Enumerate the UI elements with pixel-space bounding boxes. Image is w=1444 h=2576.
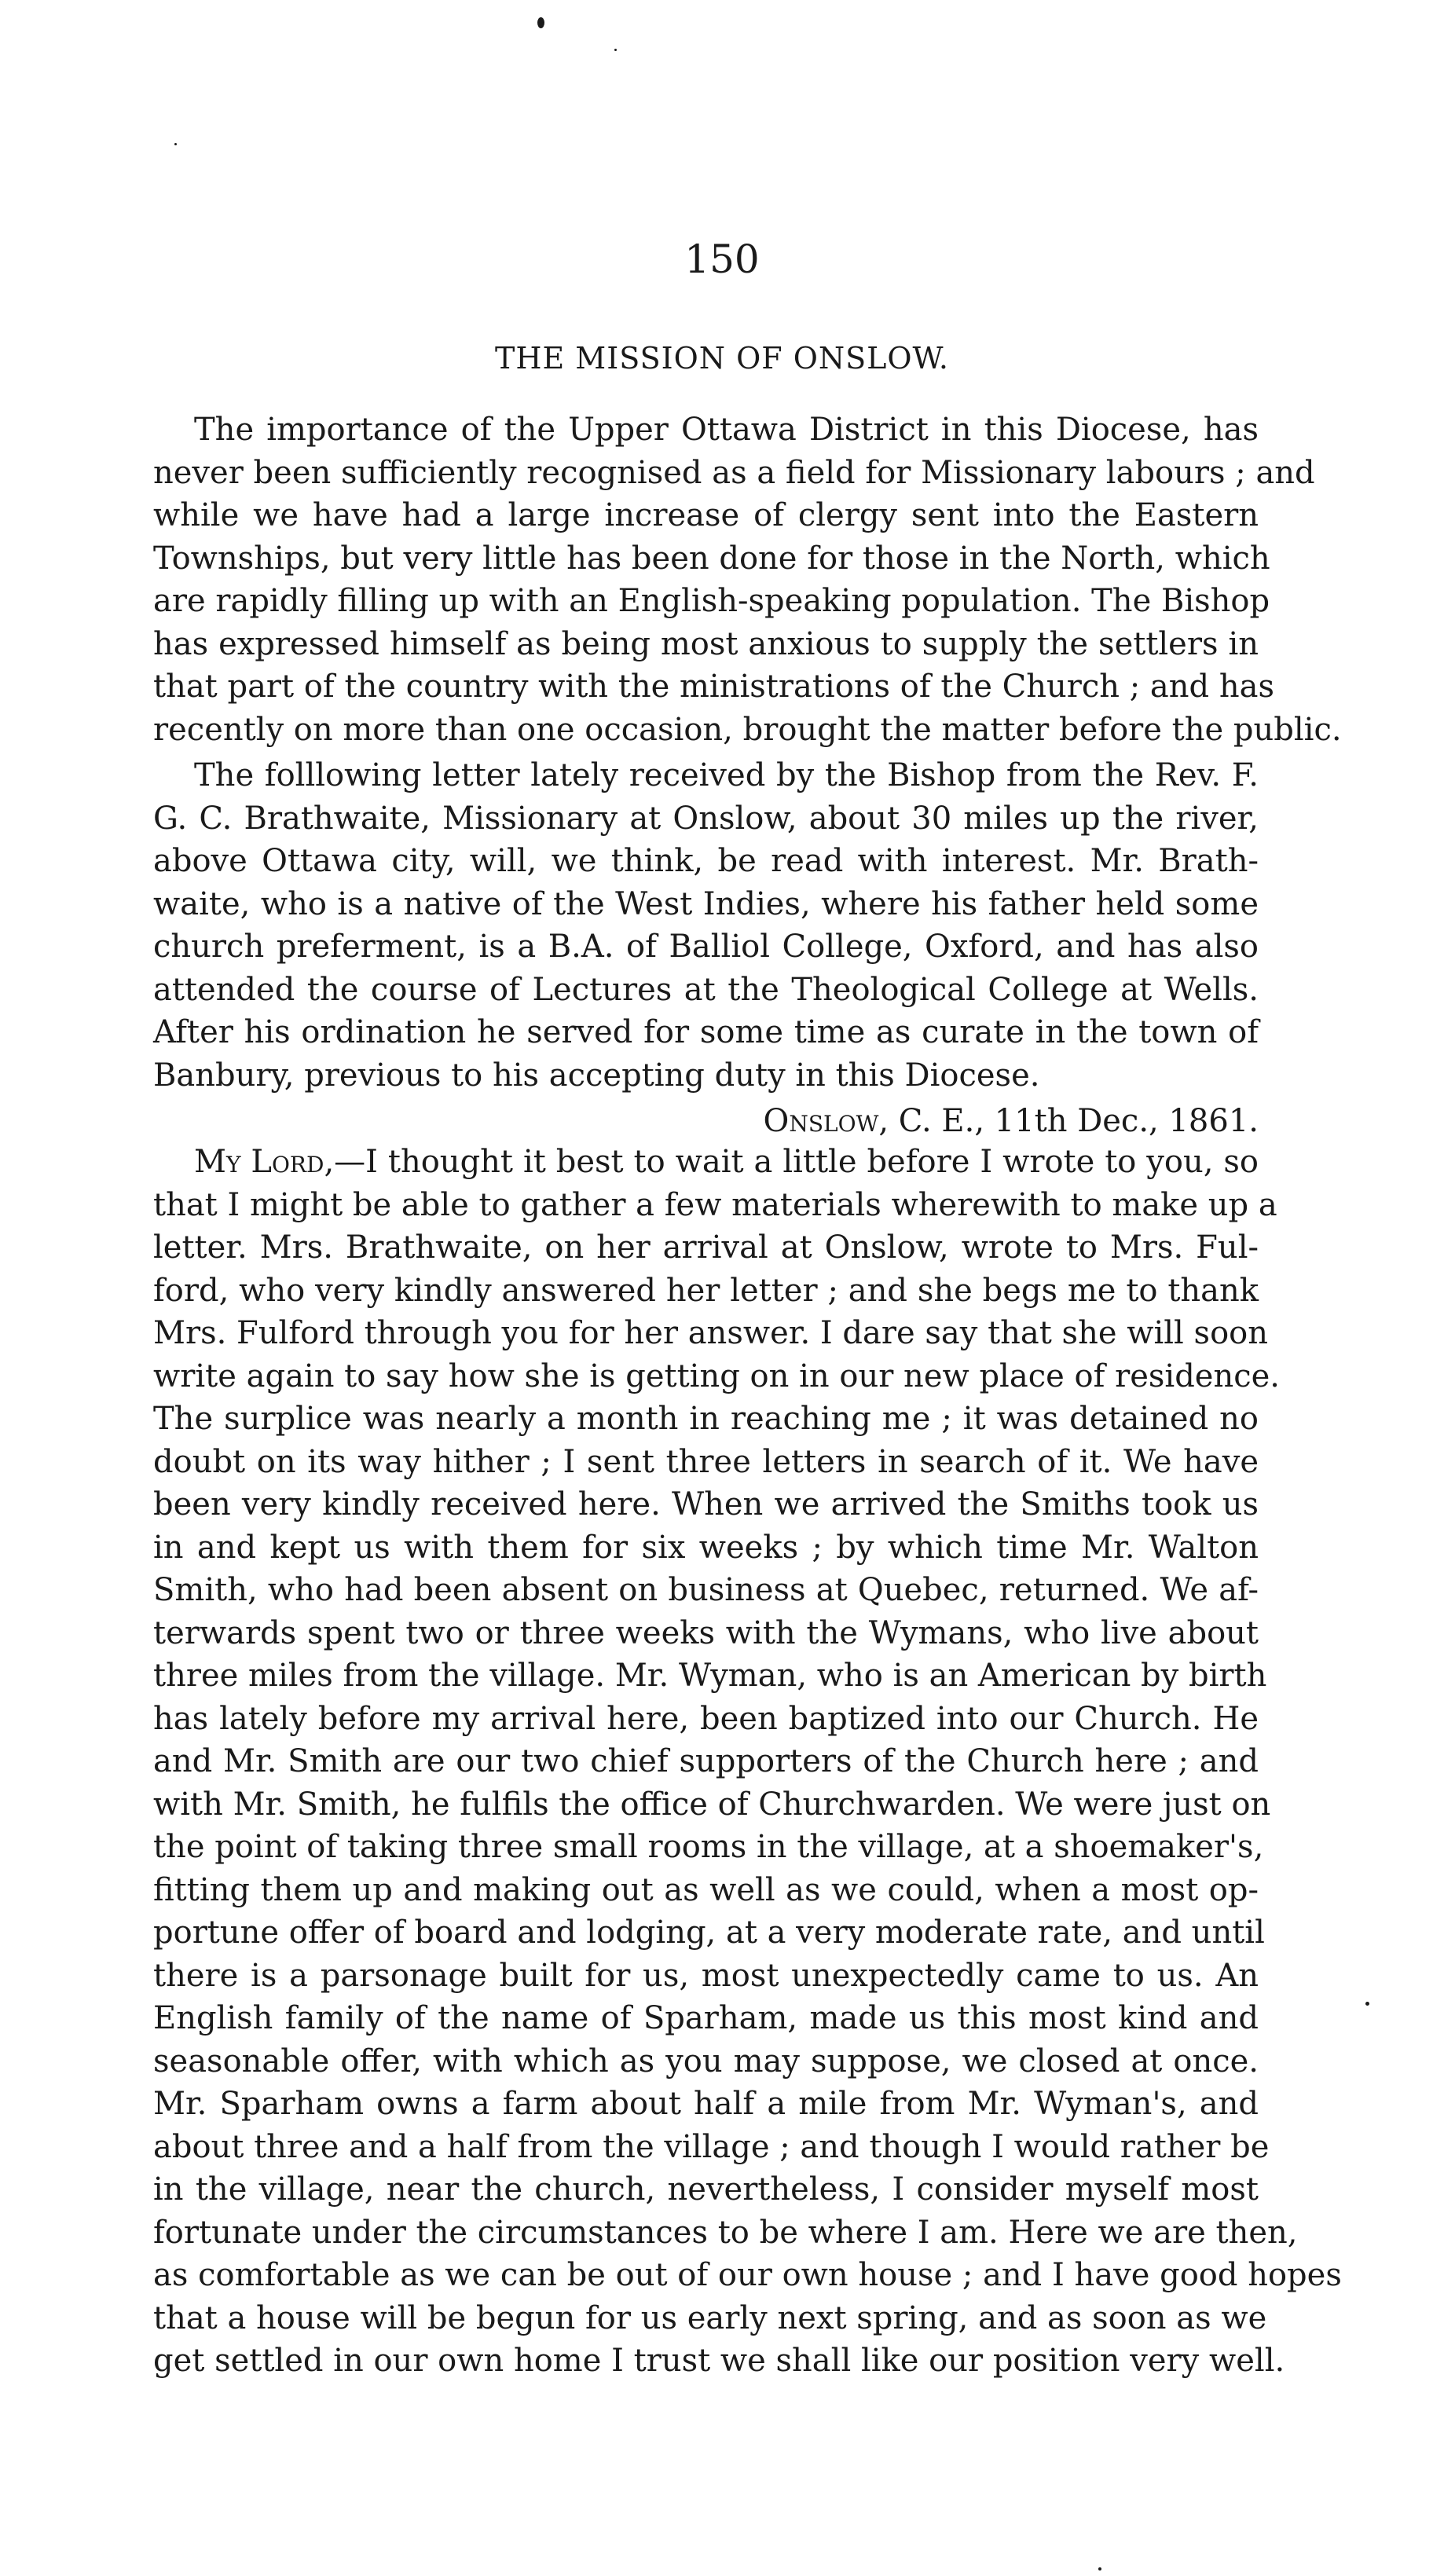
text-line: church preferment, is a B.A. of Balliol College, Oxford, and has also: [153, 929, 1259, 965]
article-title: THE MISSION OF ONSLOW.: [494, 341, 950, 376]
paragraph-intro: [153, 409, 1342, 751]
dateline-place: Onslow: [763, 1103, 879, 1139]
text-line: fitting them up and making out as well as we could, when a most op-: [153, 1871, 1259, 1908]
text-line: and Mr. Smith are our two chief supporters of the Church here ; and: [153, 1743, 1259, 1779]
text-line: been very kindly received here. When we arrived the Smiths took us: [153, 1486, 1259, 1523]
paragraph-letter-intro: [153, 754, 1259, 1097]
text-line: while we have had a large increase of clergy sent into the Eastern: [153, 497, 1259, 533]
text-line: Banbury, previous to his accepting duty in this Diocese.: [153, 1057, 1040, 1094]
text-line: has lately before my arrival here, been baptized into our Church. He: [153, 1700, 1259, 1737]
text-line: has expressed himself as being most anxious to supply the settlers in: [153, 625, 1259, 662]
text-line: that I might be able to gather a few materials wherewith to make up a: [153, 1186, 1277, 1223]
text-line: portune offer of board and lodging, at a very moderate rate, and until: [153, 1915, 1265, 1951]
text-line: terwards spent two or three weeks with the Wymans, who live about: [153, 1614, 1259, 1651]
text-line: there is a parsonage built for us, most unexpectedly came to us. An: [153, 1957, 1259, 1994]
text-line: [153, 1141, 1259, 1184]
text-line: are rapidly filling up with an English-speaking population. The Bishop: [153, 583, 1270, 619]
text-line: that part of the country with the ministrations of the Church ; and has: [153, 669, 1274, 705]
text-line: waite, who is a native of the West Indies, where his father held some: [153, 885, 1259, 922]
text-line: never been sufficiently recognised as a field for Missionary labours ; and: [153, 454, 1315, 491]
letter-body: [153, 1141, 1342, 2383]
text-line: attended the course of Lectures at the Theological College at Wells.: [153, 971, 1259, 1008]
ink-speck: [1098, 2567, 1101, 2571]
text-line: English family of the name of Sparham, made us this most kind and: [153, 2000, 1259, 2036]
text-line: Mrs. Fulford through you for her answer. I dare say that she will soon: [153, 1315, 1269, 1351]
ink-speck: [537, 17, 544, 28]
text-line: about three and a half from the village ; and though I would rather be: [153, 2128, 1270, 2165]
text-line: seasonable offer, with which as you may suppose, we closed at once.: [153, 2043, 1259, 2079]
letter-dateline: [764, 1100, 1259, 1142]
text-line: above Ottawa city, will, we think, be read with interest. Mr. Brath-: [153, 843, 1259, 879]
text-line: that a house will be begun for us early next spring, and as soon as we: [153, 2299, 1267, 2336]
salutation: My Lord: [194, 1144, 324, 1180]
letter-opening: ,—I thought it best to wait a little before I wrote to you, so: [324, 1144, 1259, 1180]
text-line: letter. Mrs. Brathwaite, on her arrival at Onslow, wrote to Mrs. Ful-: [153, 1229, 1259, 1266]
text-line: Townships, but very little has been done for those in the North, which: [153, 540, 1270, 577]
text-line: three miles from the village. Mr. Wyman, who is an American by birth: [153, 1658, 1267, 1694]
text-line: as comfortable as we can be out of our own house ; and I have good hopes: [153, 2257, 1342, 2293]
dateline-date: , C. E., 11th Dec., 1861.: [878, 1103, 1259, 1139]
text-line: Smith, who had been absent on business at Quebec, returned. We af-: [153, 1572, 1259, 1608]
text-line: in and kept us with them for six weeks ; by which time Mr. Walton: [153, 1529, 1259, 1566]
text-line: Mr. Sparham owns a farm about half a mile from Mr. Wyman's, and: [153, 2086, 1259, 2122]
text-line: G. C. Brathwaite, Missionary at Onslow, about 30 miles up the river,: [153, 800, 1259, 837]
text-line: The importance of the Upper Ottawa District in this Diocese, has: [194, 412, 1259, 448]
ink-speck: [614, 49, 617, 51]
text-line: in the village, near the church, nevertheless, I consider myself most: [153, 2171, 1259, 2208]
text-line: After his ordination he served for some time as curate in the town of: [153, 1014, 1259, 1050]
text-line: get settled in our own home I trust we shall like our position very well.: [153, 2343, 1285, 2379]
ink-speck: [1365, 2002, 1369, 2006]
text-line: The folllowing letter lately received by the Bishop from the Rev. F.: [194, 757, 1259, 793]
text-line: recently on more than one occasion, brought the matter before the public.: [153, 711, 1342, 748]
text-line: with Mr. Smith, he fulfils the office of Churchwarden. We were just on: [153, 1786, 1271, 1823]
text-line: The surplice was nearly a month in reaching me ; it was detained no: [153, 1401, 1259, 1437]
page-number: 150: [684, 236, 760, 282]
ink-speck: [174, 143, 177, 145]
text-line: write again to say how she is getting on in our new place of residence.: [153, 1358, 1281, 1394]
text-line: doubt on its way hither ; I sent three letters in search of it. We have: [153, 1443, 1259, 1480]
text-line: ford, who very kindly answered her letter ; and she begs me to thank: [153, 1272, 1259, 1309]
text-line: fortunate under the circumstances to be where I am. Here we are then,: [153, 2214, 1298, 2251]
text-line: the point of taking three small rooms in the village, at a shoemaker's,: [153, 1829, 1264, 1865]
